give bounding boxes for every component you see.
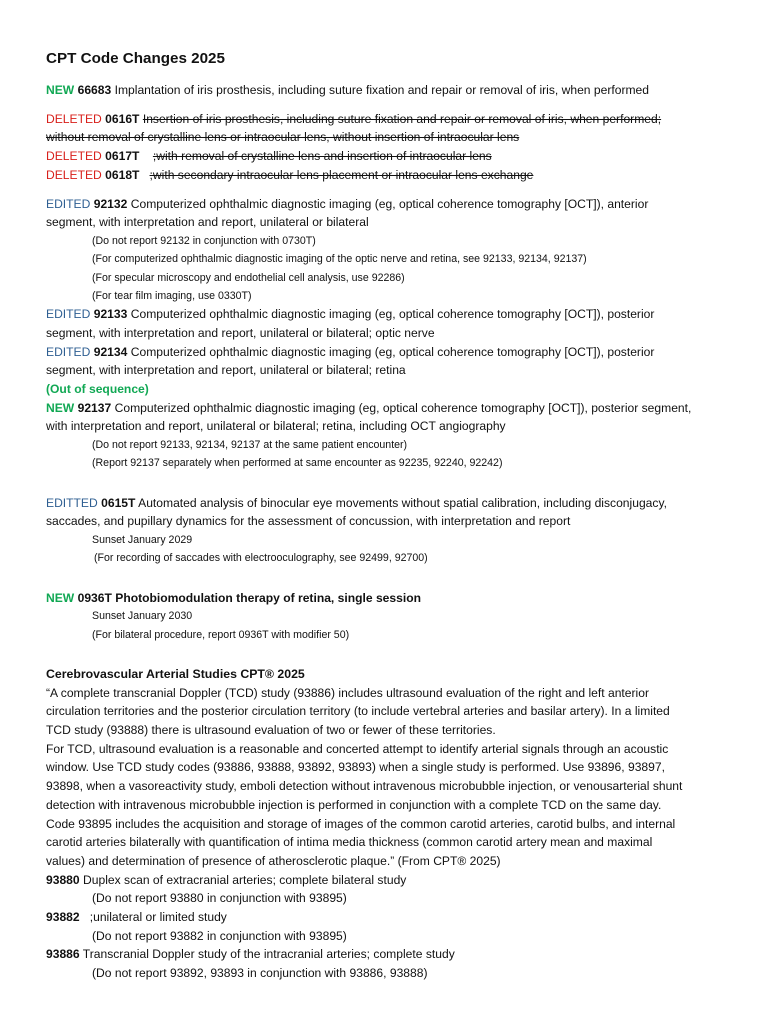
cerebro-para-line: detection with intravenous microbubble injection is performed in conjunction with a complete TCD on the same day. [46, 797, 662, 812]
desc-0936t: Photobiomodulation therapy of retina, single session [115, 590, 421, 605]
status-new-label: NEW [46, 400, 75, 415]
entry-0615t [46, 494, 738, 513]
cerebro-para-line: circulation territories and the posterior circulation territory (to include vertebral arteries and basilar artery). In a limited [46, 704, 670, 719]
status-deleted-label: DELETED [46, 149, 102, 164]
desc-66683: Implantation of iris prosthesis, including suture fixation and repair or removal of iris, when performed [114, 83, 650, 97]
cerebro-para-line: 93898, when a vasoreactivity study, emboli detection without intravenous microbubble injection, or venousarterial shunt [46, 779, 683, 794]
note-92137-1: (Do not report 92133, 92134, 92137 at the same patient encounter) [92, 439, 408, 452]
desc-92132-line2: segment, with interpretation and report, unilateral or bilateral [46, 215, 369, 230]
desc-93886: Transcranial Doppler study of the intracranial arteries; complete study [82, 947, 455, 962]
status-deleted-label: DELETED [46, 167, 102, 182]
desc-93882: ;unilateral or limited study [89, 910, 227, 925]
section-heading-cerebrovascular: Cerebrovascular Arterial Studies CPT® 2025 [46, 666, 305, 681]
status-new-label: NEW [46, 83, 75, 97]
status-edited-label: EDITED [46, 344, 91, 359]
code-0936t: 0936T [77, 590, 112, 605]
note-0936t-1: Sunset January 2030 [92, 610, 193, 623]
code-0615t: 0615T [101, 495, 136, 510]
desc-92137-line2: with interpretation and report, unilateral or bilateral; retina, including OCT angiography [46, 419, 506, 434]
desc-0615t-line1: Automated analysis of binocular eye movements without spatial calibration, including disconjugacy, [138, 495, 667, 510]
code-92134: 92134 [93, 344, 128, 359]
desc-0615t-line2: saccades, and pupillary dynamics for the assessment of concussion, with interpretation and report [46, 514, 571, 529]
cerebro-para-line: values) and determination of presence of atherosclerotic plaque.” (From CPT® 2025) [46, 853, 501, 868]
note-93882: (Do not report 93882 in conjunction with 93895) [92, 928, 347, 943]
status-deleted-label: DELETED [46, 111, 102, 126]
cerebro-para-line: “A complete transcranial Doppler (TCD) study (93886) includes ultrasound evaluation of the right and left anterior [46, 685, 649, 700]
desc-92133-line1: Computerized ophthalmic diagnostic imaging (eg, optical coherence tomography [OCT]), posterior [130, 307, 655, 322]
cerebro-para-line: Code 93895 includes the acquisition and storage of images of the common carotid arteries, carotid bulbs, and internal [46, 816, 676, 831]
note-93880: (Do not report 93880 in conjunction with 93895) [92, 891, 347, 906]
code-93882: 93882 [46, 910, 80, 925]
note-0615t-1: Sunset January 2029 [92, 534, 193, 547]
status-edited-label: EDITED [46, 307, 91, 322]
entry-0617t [46, 147, 738, 166]
code-92133: 92133 [93, 307, 128, 322]
note-92132-3: (For specular microscopy and endothelial cell analysis, use 92286) [92, 271, 405, 284]
desc-93880: Duplex scan of extracranial arteries; complete bilateral study [83, 872, 407, 887]
entry-0618t [46, 166, 738, 185]
entry-93882 [46, 908, 738, 927]
status-editted-label: EDITTED [46, 495, 98, 510]
note-92132-4: (For tear film imaging, use 0330T) [92, 289, 252, 302]
note-92132-2: (For computerized ophthalmic diagnostic imaging of the optic nerve and retina, see 92133, 92134, 92137) [92, 253, 587, 266]
out-of-sequence-label: (Out of sequence) [46, 381, 149, 396]
code-0618t: 0618T [105, 167, 140, 182]
desc-92134-line1: Computerized ophthalmic diagnostic imaging (eg, optical coherence tomography [OCT]), posterior [130, 344, 655, 359]
note-92132-1: (Do not report 92132 in conjunction with 0730T) [92, 234, 316, 247]
code-0616t: 0616T [105, 111, 140, 126]
code-0617t: 0617T [105, 149, 140, 164]
desc-92133-line2: segment, with interpretation and report, unilateral or bilateral; optic nerve [46, 325, 435, 340]
desc-92134-line2: segment, with interpretation and report, unilateral or bilateral; retina [46, 363, 406, 378]
entry-0936t [46, 589, 738, 608]
entry-0616t [46, 110, 738, 129]
desc-0618t: ;with secondary intraocular lens placement or intraocular lens exchange [149, 167, 534, 182]
code-66683: 66683 [77, 83, 112, 97]
entry-92137 [46, 399, 738, 418]
entry-92134 [46, 343, 738, 362]
status-new-label: NEW [46, 590, 75, 605]
code-92137: 92137 [77, 400, 112, 415]
note-0615t-2: (For recording of saccades with electrooculography, see 92499, 92700) [94, 552, 428, 565]
entry-93880 [46, 871, 738, 890]
cerebro-para-line: For TCD, ultrasound evaluation is a reasonable and concerted attempt to identify arterial signals through an acoustic [46, 741, 669, 756]
status-edited-label: EDITED [46, 196, 91, 211]
desc-92132-line1: Computerized ophthalmic diagnostic imaging (eg, optical coherence tomography [OCT]), anterior [130, 196, 649, 211]
code-93886: 93886 [46, 947, 80, 962]
desc-0616t-line2: without removal of crystalline lens or intraocular lens, without insertion of intraocular lens [46, 130, 520, 145]
entry-92133 [46, 305, 738, 324]
entry-93886 [46, 945, 738, 964]
desc-92137-line1: Computerized ophthalmic diagnostic imaging (eg, optical coherence tomography [OCT]), posterior segment, [114, 400, 692, 415]
desc-0616t-line1: Insertion of iris prosthesis, including suture fixation and repair or removal of iris, when performed; [142, 111, 662, 126]
code-93880: 93880 [46, 872, 80, 887]
page-title: CPT Code Changes 2025 [46, 50, 225, 67]
cerebro-para-line: carotid arteries bilaterally with quantification of intima media thickness (common carotid artery mean and maximal [46, 835, 653, 850]
note-93886: (Do not report 93892, 93893 in conjunction with 93886, 93888) [92, 966, 428, 981]
entry-66683 [46, 81, 738, 100]
code-92132: 92132 [93, 196, 128, 211]
note-0936t-2: (For bilateral procedure, report 0936T with modifier 50) [92, 628, 350, 641]
cerebro-para-line: window. Use TCD study codes (93886, 93888, 93892, 93893) when a single study is performed. Use 93896, 93897, [46, 760, 665, 775]
note-92137-2: (Report 92137 separately when performed at same encounter as 92235, 92240, 92242) [92, 457, 503, 470]
cerebro-para-line: TCD study (93888) there is ultrasound evaluation of two or fewer of these territories. [46, 723, 496, 738]
entry-92132 [46, 195, 738, 214]
desc-0617t: ;with removal of crystalline lens and insertion of intraocular lens [152, 149, 492, 164]
